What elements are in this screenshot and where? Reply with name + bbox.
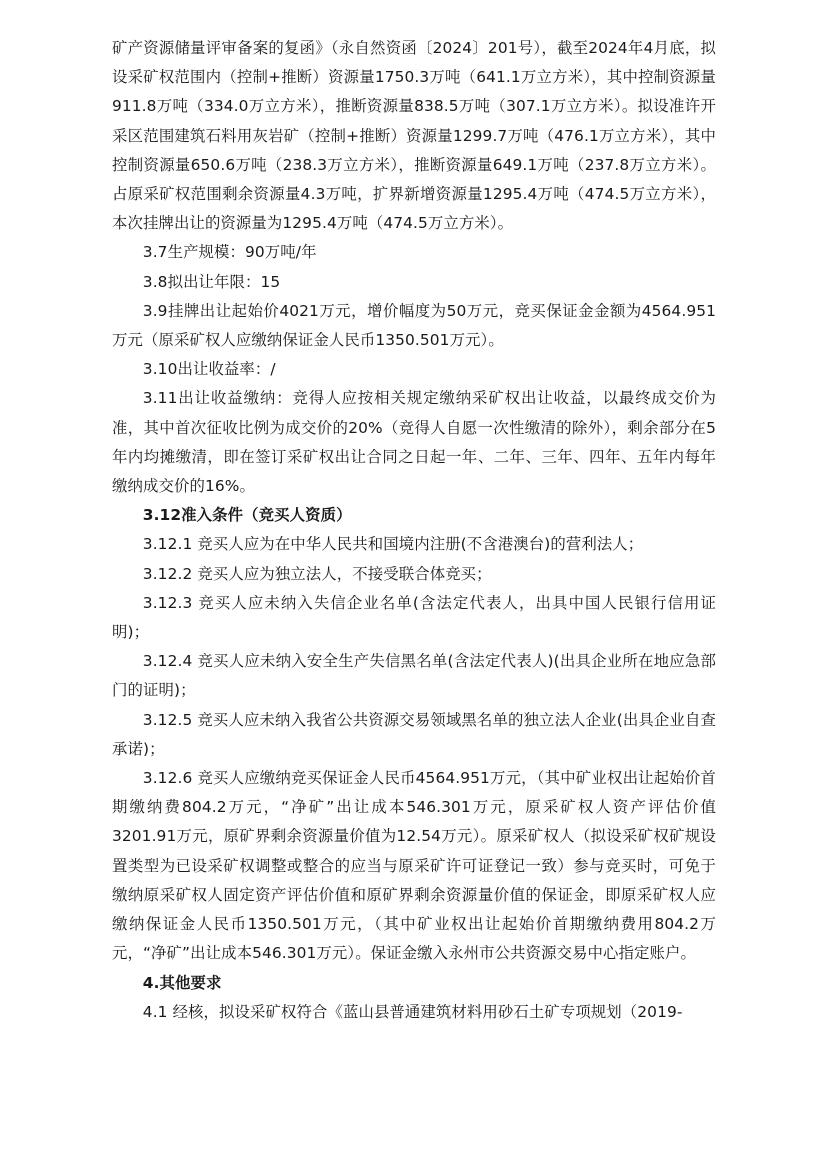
paragraph-4-1: 4.1 经核，拟设采矿权符合《蓝山县普通建筑材料用砂石土矿专项规划（2019-: [142, 1002, 683, 1021]
heading-4-other-requirements: 4.其他要求: [142, 973, 222, 992]
paragraph-3-10-yield-rate: 3.10出让收益率：/: [142, 360, 276, 379]
paragraph-3-12-3: 3.12.3 竞买人应未纳入失信企业名单(含法定代表人，出具中国人民银行信用证明)；: [112, 593, 716, 642]
document-body: [112, 34, 716, 1027]
paragraph-3-11-revenue-payment: 3.11出让收益缴纳：竞得人应按相关规定缴纳采矿权出让收益，以最终成交价为准，其中首次征收比例为成交价的20%（竞得人自愿一次性缴清的除外），剩余部分在5年内均摊缴清，即在签订采矿权出让合同之日起一年、二年、三年、四年、五年内每年缴纳成交价的16%。: [112, 389, 716, 496]
paragraph-3-12-1: 3.12.1 竞买人应为在中华人民共和国境内注册(不含港澳台)的营利法人；: [142, 535, 644, 554]
paragraph-3-9-starting-price: 3.9挂牌出让起始价4021万元，增价幅度为50万元，竞买保证金金额为4564.951万元（原采矿权人应缴纳保证金人民币1350.501万元）。: [112, 301, 716, 350]
paragraph-3-12-2: 3.12.2 竞买人应为独立法人，不接受联合体竞买；: [142, 564, 492, 583]
paragraph-3-12-4: 3.12.4 竞买人应未纳入安全生产失信黑名单(含法定代表人)(出具企业所在地应急部门的证明)；: [112, 652, 716, 700]
paragraph-3-12-6: 3.12.6 竞买人应缴纳竞买保证金人民币4564.951万元，（其中矿业权出让起始价首期缴纳费804.2万元，“净矿”出让成本546.301万元，原采矿权人资产评估价值3201.91万元，原矿界剩余资源量价值为12.54万元）。原采矿权人（拟设采矿权矿规设置类型为已设采矿权调整或整合的应当与原采矿许可证登记一致）参与竞买时，可免于缴纳原采矿权人固定资产评估价值和原矿界剩余资源量价值的保证金，即原采矿权人应缴纳保证金人民币1350.501万元，（其中矿业权出让起始价首期缴纳费用804.2万元，“净矿”出让成本546.301万元）。保证金缴入永州市公共资源交易中心指定账户。: [112, 769, 716, 963]
paragraph-3-12-5: 3.12.5 竞买人应未纳入我省公共资源交易领域黑名单的独立法人企业(出具企业自查承诺)；: [112, 710, 716, 758]
paragraph-resource-summary: 矿产资源储量评审备案的复函》（永自然资函〔2024〕201号），截至2024年4月底，拟设采矿权范围内（控制+推断）资源量1750.3万吨（641.1万立方米），其中控制资源量911.8万吨（334.0万立方米），推断资源量838.5万吨（307.1万立方米）。拟设准许开采区范围建筑石料用灰岩矿（控制+推断）资源量1299.7万吨（476.1万立方米），其中控制资源量650.6万吨（238.3万立方米），推断资源量649.1万吨（237.8万立方米）。占原采矿权范围剩余资源量4.3万吨，扩界新增资源量1295.4万吨（474.5万立方米），本次挂牌出让的资源量为1295.4万吨（474.5万立方米）。: [112, 39, 716, 233]
heading-3-12-access-conditions: 3.12准入条件（竞买人资质）: [142, 506, 352, 525]
paragraph-3-8-term: 3.8拟出让年限：15: [142, 272, 281, 291]
paragraph-3-7-production-scale: 3.7生产规模：90万吨/年: [142, 243, 317, 262]
